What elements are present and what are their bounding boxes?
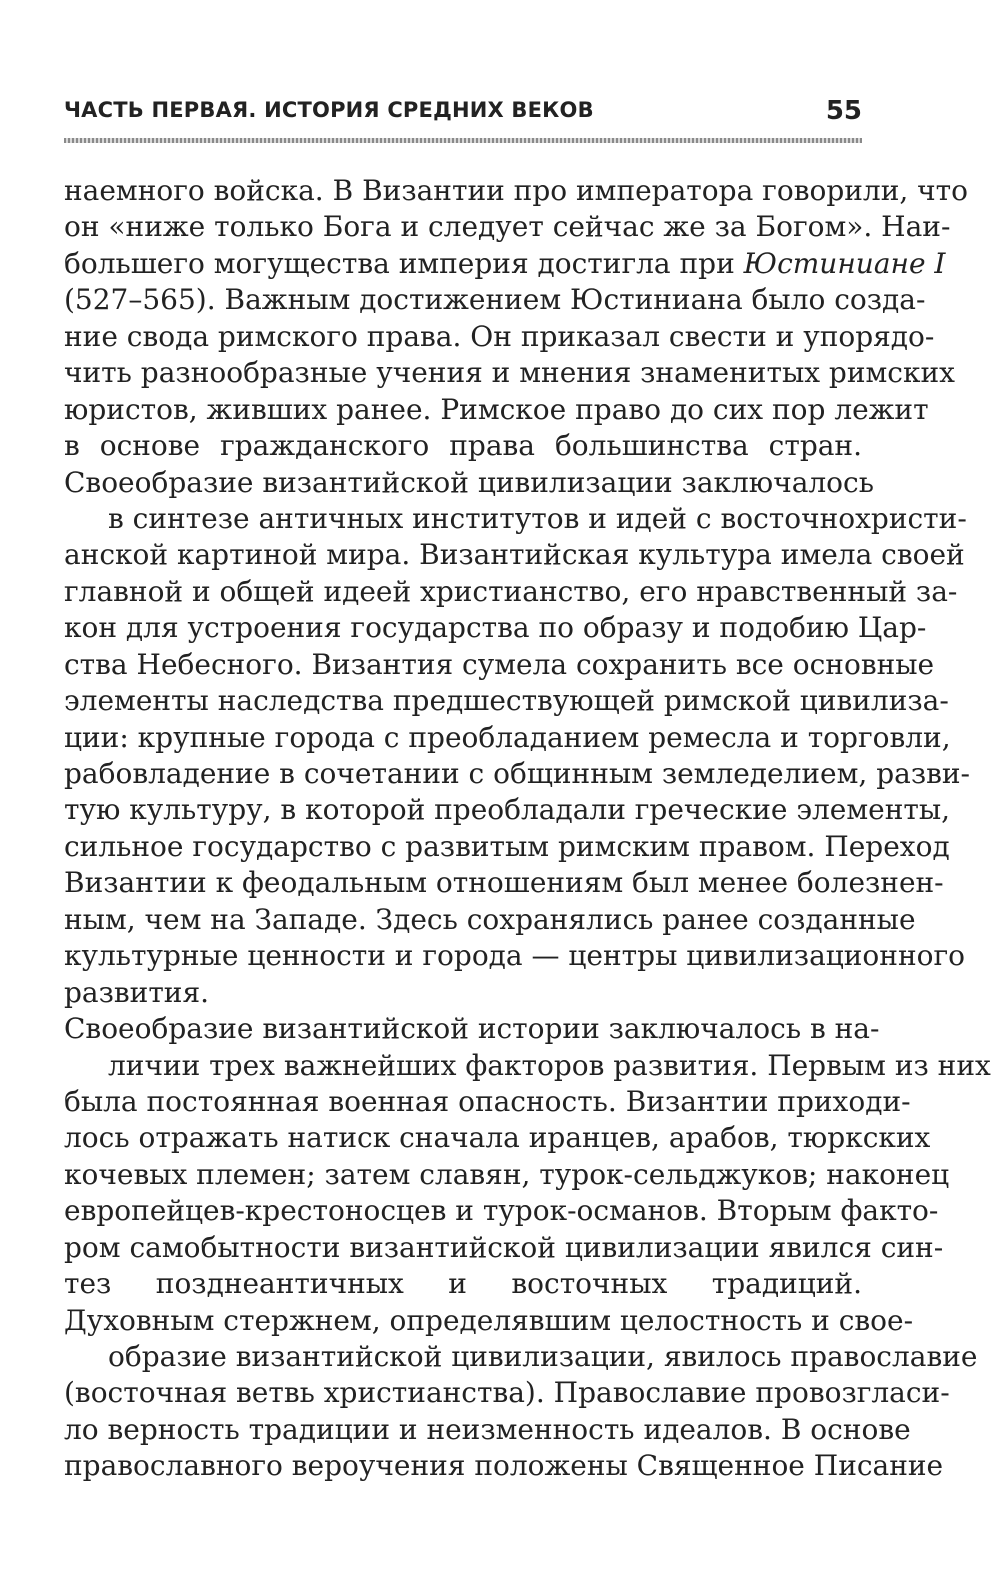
text-line: ние свода римского права. Он приказал свести и упорядо- xyxy=(64,319,935,353)
text-line: тую культуру, в которой преобладали греческие элементы, xyxy=(64,793,951,827)
text-line: ства Небесного. Византия сумела сохранить все основные xyxy=(64,647,935,681)
text-line: Византии к феодальным отношениям был менее болезнен- xyxy=(64,866,944,900)
text-line: лось отражать натиск сначала иранцев, арабов, тюркских xyxy=(64,1121,931,1155)
running-title: ЧАСТЬ ПЕРВАЯ. ИСТОРИЯ СРЕДНИХ ВЕКОВ xyxy=(64,98,594,122)
text-line: культурные ценности и города — центры цивилизационного xyxy=(64,939,965,973)
paragraph-start-line: образие византийской цивилизации, явилось православие xyxy=(108,1340,978,1373)
text-line: ции: крупные города с преобладанием ремесла и торговли, xyxy=(64,720,951,754)
text-line: он «ниже только Бога и следует сейчас же за Богом». Наи- xyxy=(64,210,951,244)
page-number: 55 xyxy=(825,96,862,126)
text-line xyxy=(64,1485,862,1521)
text-line: кон для устроения государства по образу и подобию Цар- xyxy=(64,611,927,645)
text-line: (527–565). Важным достижением Юстиниана было созда- xyxy=(64,283,926,317)
text-line: была постоянная военная опасность. Византии приходи- xyxy=(64,1084,911,1118)
text-line: элементы наследства предшествующей римской цивилиза- xyxy=(64,684,949,718)
text-line: православного вероучения положены Священное Писание xyxy=(64,1449,944,1483)
text-line: развития. xyxy=(64,975,210,1009)
text-line: кочевых племен; затем славян, турок-сельджуков; наконец xyxy=(64,1157,950,1191)
text-line: наемного войска. В Византии про императора говорили, что xyxy=(64,174,969,207)
text-line: тез позднеантичных и восточных традиций. xyxy=(64,1267,862,1301)
text-line: ло верность традиции и неизменность идеалов. В основе xyxy=(64,1412,911,1446)
text-line: европейцев-крестоносцев и турок-османов. Вторым факто- xyxy=(64,1194,939,1228)
text-line: Духовным стержнем, определявшим целостность и свое- xyxy=(64,1303,914,1337)
text-line: Своеобразие византийской истории заключалось в на- xyxy=(64,1012,880,1046)
body-text xyxy=(64,173,991,1521)
text-line: ром самобытности византийской цивилизации явился син- xyxy=(64,1230,944,1264)
text-line: главной и общей идеей христианство, его нравственный за- xyxy=(64,574,958,608)
text-line xyxy=(64,246,946,282)
text-fragment: большего могущества империя достигла при xyxy=(64,246,735,280)
header-rule xyxy=(64,138,862,143)
text-line: чить разнообразные учения и мнения знаменитых римских xyxy=(64,356,955,390)
text-line: ным, чем на Западе. Здесь сохранялись ранее созданные xyxy=(64,902,916,936)
text-line: анской картиной мира. Византийская культура имела своей xyxy=(64,538,965,572)
text-line: юристов, живших ранее. Римское право до сих пор лежит xyxy=(64,392,929,426)
emphasized-name: Юстиниане I xyxy=(743,246,946,280)
text-line: в основе гражданского права большинства стран. xyxy=(64,429,862,463)
text-line: Своеобразие византийской цивилизации заключалось xyxy=(64,465,874,499)
paragraph-start-line: в синтезе античных институтов и идей с восточнохристи- xyxy=(108,501,967,535)
text-line: рабовладение в сочетании с общинным земледелием, разви- xyxy=(64,757,970,790)
text-line: (восточная ветвь христианства). Православие провозгласи- xyxy=(64,1376,950,1410)
text-line: сильное государство с развитым римским правом. Переход xyxy=(64,829,950,863)
paragraph-start-line: личии трех важнейших факторов развития. Первым из них xyxy=(108,1048,991,1082)
